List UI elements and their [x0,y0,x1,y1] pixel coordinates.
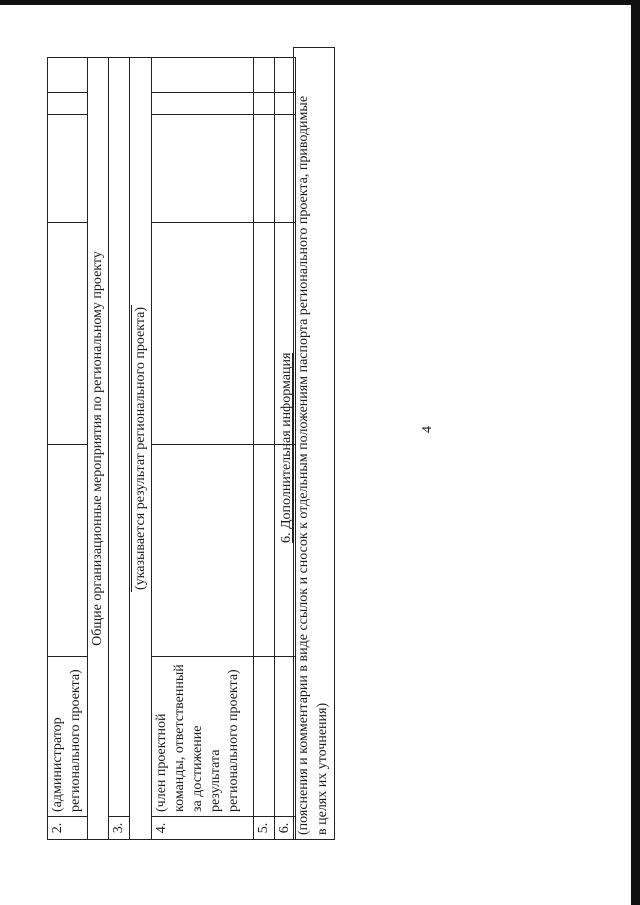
section-heading: Общие организационные мероприятия по региональному проекту [88,58,109,840]
scan-edge-right [631,0,640,905]
role-line: регионального проекта) [226,669,241,812]
table-row [109,58,130,840]
table-cell [254,93,275,115]
table-cell [48,223,88,445]
row-number: 5. [254,817,275,840]
table-row [152,58,254,840]
row-number: 4. [152,817,254,840]
row-number: 2. [48,817,88,840]
cell-role [48,657,88,817]
table-cell [152,93,254,115]
additional-info-box [293,47,335,840]
role-line: результата [208,749,223,812]
cell-role [152,657,254,817]
rotated-page [0,13,600,873]
table-cell [109,58,130,817]
table-cell [254,657,275,817]
role-line: команды, ответственный [172,664,187,812]
table-row [254,58,275,840]
table-cell [254,115,275,223]
table-cell [152,223,254,445]
info-line: в целях их уточнения) [315,702,330,835]
table-row [48,58,88,840]
row-number: 6. [275,817,296,840]
table-cell [254,223,275,445]
result-note-cell [130,58,152,840]
table-cell [254,58,275,93]
table-cell [48,115,88,223]
section-title-text: 6. Дополнительная информация [279,352,294,543]
role-line: регионального проекта) [68,669,83,812]
table-cell [254,445,275,657]
table-cell [48,93,88,115]
project-table [47,57,296,840]
info-line: (пояснения и комментарии в виде ссылок и сносок к отдельным положениям паспорта регионального проекта, приводимые [296,95,311,835]
table-cell [152,58,254,93]
role-line: (администратор [50,717,65,812]
role-line: за достижение [190,725,205,812]
row-number: 3. [109,817,130,840]
result-note: (указывается результат регионального проекта) [133,307,148,590]
table-row [88,58,109,840]
table-row [130,58,152,840]
role-line: (член проектной [154,713,169,812]
table-cell [48,445,88,657]
table-cell [152,445,254,657]
table-cell [48,58,88,93]
table-cell [152,115,254,223]
scan-edge-top [0,0,640,5]
page-number: 4 [420,426,435,433]
